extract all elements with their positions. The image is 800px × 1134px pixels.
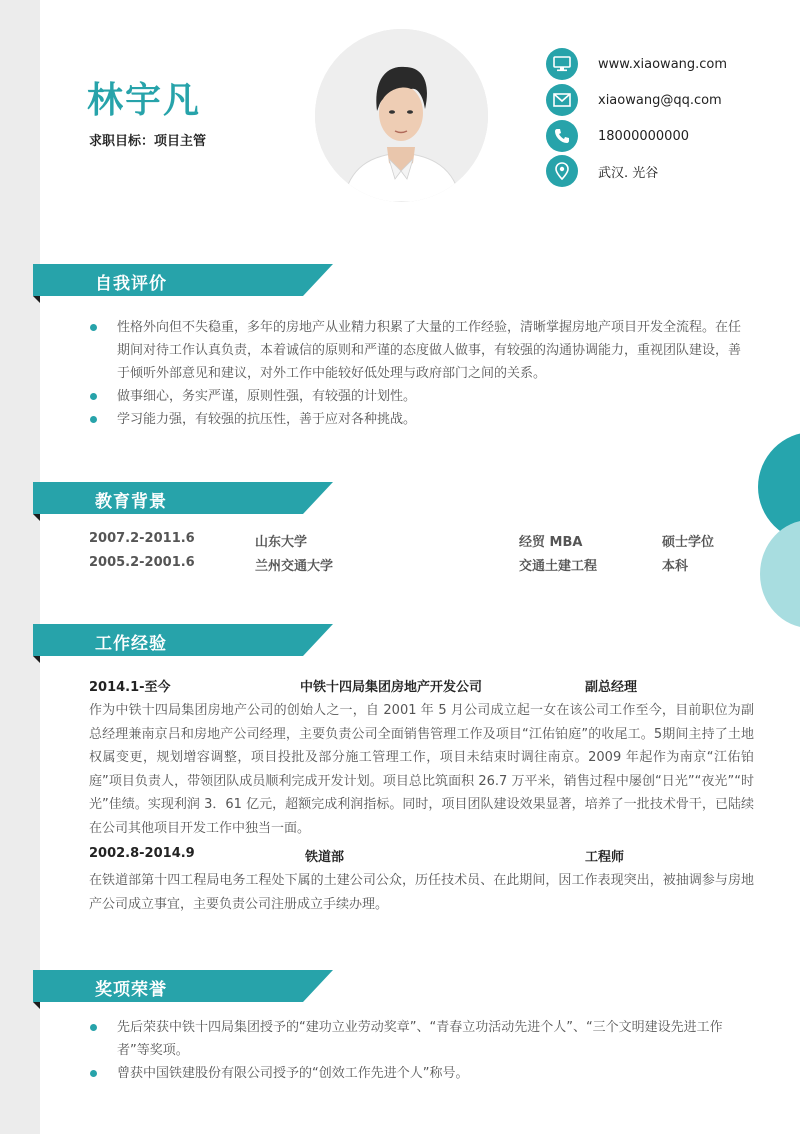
location-pin-icon xyxy=(546,155,578,187)
decorative-circle-light xyxy=(760,520,800,628)
education-row xyxy=(89,531,749,553)
section-title: 工作经验 xyxy=(95,634,167,654)
left-strip xyxy=(0,0,40,1134)
mail-icon xyxy=(546,84,578,116)
job-period: 2014.1-至今 xyxy=(89,680,171,695)
education-row xyxy=(89,555,749,577)
website-text[interactable]: www.xiaowang.com xyxy=(598,56,728,72)
monitor-icon xyxy=(546,48,578,80)
job-position: 副总经理 xyxy=(585,680,638,695)
phone-text[interactable]: 18000000000 xyxy=(598,128,689,144)
phone-icon xyxy=(546,120,578,152)
job-description: 作为中铁十四局集团房地产公司的创始人之一，自 2001 年 5 月公司成立起一女在该公司工作至今，目前职位为副总经理兼南京吕和房地产公司经理，主要负责公司全面销售管理工作及项目“江佑铂庭”的收尾工。5期间主持了土地权属变更，规划增容调整，项目投批及部分施工管理工作，项目未结束时调往南京。2009 年起作为南京“江佑铂庭”项目负责人，带领团队成员顺利完成开发计划。项目总比筑面积 26.7 万平米，销售过程中屡创“日光”“夜光”“时光”佳绩。实现利润 3．61 亿元，超额完成利润指标。同时，项目团队建设效果显著，培养了一批技术骨干，已陆续在公司其他项目开发工作中独当一面。 xyxy=(89,703,754,836)
awards-list xyxy=(90,1016,750,1085)
job-objective: 求职目标：项目主管 xyxy=(89,134,207,149)
job-header xyxy=(89,676,749,698)
list-item: 学习能力强，有较强的抗压性，善于应对各种挑战。 xyxy=(90,408,750,431)
location-text: 武汉. 光谷 xyxy=(598,165,659,181)
edu-major: 交通土建工程 xyxy=(519,559,598,574)
edu-period: 2005.2-2001.6 xyxy=(89,555,195,570)
section-header-self-eval xyxy=(33,264,333,304)
email-text[interactable]: xiaowang@qq.com xyxy=(598,92,722,108)
job-company: 中铁十四局集团房地产开发公司 xyxy=(300,680,483,695)
section-header-awards xyxy=(33,970,333,1010)
list-item: 性格外向但不失稳重，多年的房地产从业精力积累了大量的工作经验，清晰掌握房地产项目开发全流程。在任期间对待工作认真负责，本着诚信的原则和严谨的态度做人做事，有较强的沟通协调能力，重视团队建设，善于倾听外部意见和建议，对外工作中能较好低处理与政府部门之间的关系。 xyxy=(90,316,750,385)
section-title: 奖项荣誉 xyxy=(95,980,167,1000)
job-header xyxy=(89,846,749,868)
edu-major: 经贸 MBA xyxy=(519,535,583,550)
edu-degree: 本科 xyxy=(662,559,689,574)
self-eval-list xyxy=(90,316,750,431)
profile-photo xyxy=(315,29,488,202)
job-position: 工程师 xyxy=(585,850,625,865)
job-description: 在铁道部第十四工程局电务工程处下属的土建公司公众，历任技术员、在此期间，因工作表现突出，被抽调参与房地产公司成立事宜，主要负责公司注册成立手续办理。 xyxy=(89,873,754,912)
job-company: 铁道部 xyxy=(305,850,345,865)
edu-school: 山东大学 xyxy=(255,535,308,550)
section-header-education xyxy=(33,482,333,522)
edu-period: 2007.2-2011.6 xyxy=(89,531,195,546)
section-header-work xyxy=(33,624,333,664)
section-title: 自我评价 xyxy=(95,274,167,294)
job-period: 2002.8-2014.9 xyxy=(89,846,195,861)
contact-email xyxy=(546,84,722,116)
section-title: 教育背景 xyxy=(95,492,167,512)
list-item: 曾获中国铁建股份有限公司授予的“创效工作先进个人”称号。 xyxy=(90,1062,750,1085)
candidate-name: 林宇凡 xyxy=(87,80,202,121)
edu-degree: 硕士学位 xyxy=(662,535,715,550)
list-item: 做事细心，务实严谨，原则性强，有较强的计划性。 xyxy=(90,385,750,408)
contact-phone xyxy=(546,120,689,152)
list-item: 先后荣获中铁十四局集团授予的“建功立业劳动奖章”、“青春立功活动先进个人”、“三个文明建设先进工作者”等奖项。 xyxy=(90,1016,750,1062)
contact-website xyxy=(546,48,727,80)
contact-location xyxy=(546,155,658,187)
edu-school: 兰州交通大学 xyxy=(255,559,334,574)
